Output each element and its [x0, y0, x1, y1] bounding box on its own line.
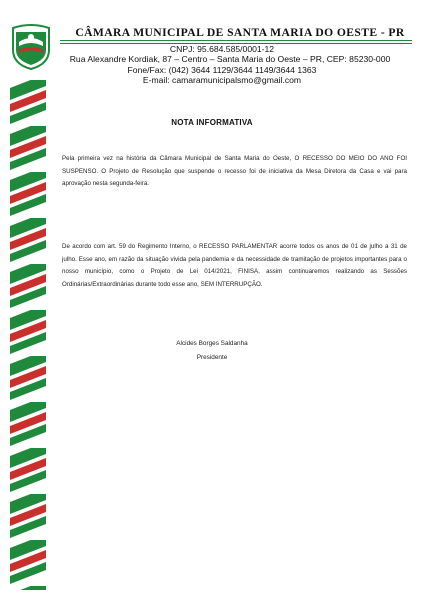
- signature-role: Presidente: [196, 354, 228, 361]
- signature-name: Alcides Borges Saldanha: [176, 340, 248, 347]
- header-title: CÂMARA MUNICIPAL DE SANTA MARIA DO OESTE - PR: [75, 26, 405, 39]
- header-address: Rua Alexandre Kordiak, 87 – Centro – Santa Maria do Oeste – PR, CEP: 85230-000: [69, 54, 391, 64]
- paragraph-1: Pela primeira vez na história da Câmara Municipal de Santa Maria do Oeste, O RECESSO DO MEIO DO ANO FOI SUSPENSO. O Projeto de Resolução que suspende o recesso foi de iniciativa da Mesa Diretora da Casa e vai para aprovação nesta segunda-feira.: [62, 155, 407, 188]
- paragraph-2: De acordo com art. 59 do Regimento Interno, o RECESSO PARLAMENTAR acorre todos os anos de 01 de julho a 31 de julho. Esse ano, em razão da situação vivida pela pandemia e da necessidade de tramitação de projetos importantes para o nosso município, como o Projeto de Lei 014/2021, FINISA, assim continuaremos realizando as Sessões Ordinárias/Extraordinárias durante todo esse ano, SEM INTERRUPÇÃO.: [62, 243, 407, 288]
- decorative-stripe: [10, 80, 46, 590]
- header-email: E-mail: camaramunicipalsmo@gmail.com: [142, 75, 302, 85]
- header-cnpj: CNPJ: 95.684.585/0001-12: [169, 44, 275, 54]
- header-rule-green: [60, 40, 412, 41]
- document-title: NOTA INFORMATIVA: [171, 118, 253, 127]
- letterhead: [10, 24, 414, 86]
- header-phone: Fone/Fax: (042) 3644 1129/3644 1149/3644 1363: [127, 65, 317, 75]
